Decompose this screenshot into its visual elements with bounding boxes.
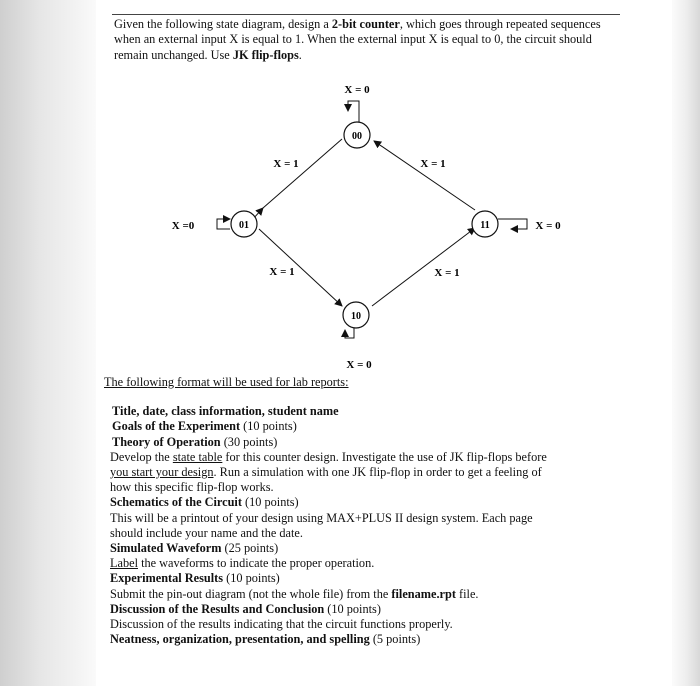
state-00-label: 00 — [352, 131, 362, 142]
label-link: Label — [110, 556, 138, 571]
discussion-line — [104, 602, 624, 617]
theory-points: (30 points) — [220, 434, 278, 449]
results-label: Experimental Results — [110, 571, 224, 586]
state-11-label: 11 — [480, 220, 490, 231]
waveform-line — [104, 541, 624, 556]
neatness-points: (5 points) — [369, 632, 421, 647]
results-filename: filename.rpt — [391, 586, 456, 601]
self-loop-00 — [348, 101, 359, 123]
self-loop-01-label: X =0 — [171, 220, 195, 232]
report-heading: The following format will be used for lab reports: — [104, 375, 349, 389]
schematics-desc-1: This will be a printout of your design using MAX+PLUS II design system. Each page — [110, 510, 533, 525]
theory-label: Theory of Operation — [112, 434, 221, 449]
self-loop-11 — [498, 219, 527, 229]
discussion-points: (10 points) — [324, 601, 381, 616]
schematics-desc-2: should include your name and the date. — [110, 525, 303, 540]
theory-desc-text: Develop the — [110, 449, 173, 464]
state-table-link: state table — [172, 449, 223, 464]
theory-desc-text-b: for this counter design. Investigate the use of JK flip-flops before — [222, 449, 547, 464]
state-11 — [472, 211, 498, 237]
results-desc-text-b: file. — [455, 586, 479, 601]
self-loop-11-label: X = 0 — [535, 220, 561, 232]
results-line — [104, 571, 624, 586]
intro-text-2: , which goes through repeated sequences when an external input X is equal to 1. When the external input X is equal to 0, the circuit should remain unchanged. Use — [114, 17, 601, 62]
intro-bold-jk: JK flip-flops — [232, 47, 299, 62]
edge-01-10-label: X = 1 — [269, 266, 295, 278]
waveform-desc-text: the waveforms to indicate the proper operation. — [138, 556, 375, 571]
self-loop-01 — [217, 219, 230, 229]
start-design-link: you start your design — [110, 465, 214, 480]
intro-text-3: . — [298, 47, 302, 62]
page-right-shadow — [672, 0, 700, 686]
state-10-label: 10 — [351, 311, 361, 322]
discussion-desc: Discussion of the results indicating that the circuit functions properly. — [110, 617, 453, 632]
self-loop-00-label: X = 0 — [344, 84, 370, 96]
neatness-line — [104, 632, 624, 647]
waveform-points: (25 points) — [221, 541, 279, 556]
self-loop-10-label: X = 0 — [346, 359, 372, 371]
theory-line — [104, 435, 624, 450]
theory-desc2-text: . Run a simulation with one JK flip-flop in order to get a feeling of — [213, 465, 542, 480]
page-left-shadow — [0, 0, 96, 686]
results-points: (10 points) — [223, 571, 280, 586]
title-line: Title, date, class information, student name — [112, 404, 339, 419]
state-00 — [344, 122, 370, 148]
document-page — [96, 0, 672, 686]
edge-11-to-00 — [374, 141, 475, 210]
intro-text-1: Given the following state diagram, design a — [114, 17, 332, 31]
theory-desc-2 — [104, 465, 624, 480]
theory-desc-1 — [104, 450, 624, 465]
theory-desc-3: how this specific flip-flop works. — [110, 480, 274, 495]
schematics-line — [104, 495, 624, 510]
goals-label: Goals of the Experiment — [112, 419, 241, 434]
edge-11-00-label: X = 1 — [420, 158, 446, 170]
state-diagram — [96, 0, 672, 372]
results-desc — [104, 587, 624, 602]
results-desc-text: Submit the pin-out diagram (not the whole file) from the — [110, 586, 392, 601]
edge-00-01-label: X = 1 — [273, 158, 299, 170]
edge-10-11-label: X = 1 — [434, 267, 460, 279]
goals-line — [104, 419, 624, 434]
waveform-label: Simulated Waveform — [110, 541, 222, 556]
neatness-label: Neatness, organization, presentation, and spelling — [110, 632, 370, 647]
state-01-label: 01 — [239, 220, 249, 231]
schematics-points: (10 points) — [241, 495, 299, 510]
discussion-label: Discussion of the Results and Conclusion — [110, 601, 325, 616]
report-format — [104, 375, 624, 647]
state-01 — [231, 211, 257, 237]
waveform-desc — [104, 556, 624, 571]
state-10 — [343, 302, 369, 328]
edge-00-to-01 — [263, 139, 342, 208]
intro-bold-counter: 2-bit counter — [331, 17, 400, 31]
goals-points: (10 points) — [240, 419, 297, 434]
schematics-label: Schematics of the Circuit — [110, 495, 242, 510]
